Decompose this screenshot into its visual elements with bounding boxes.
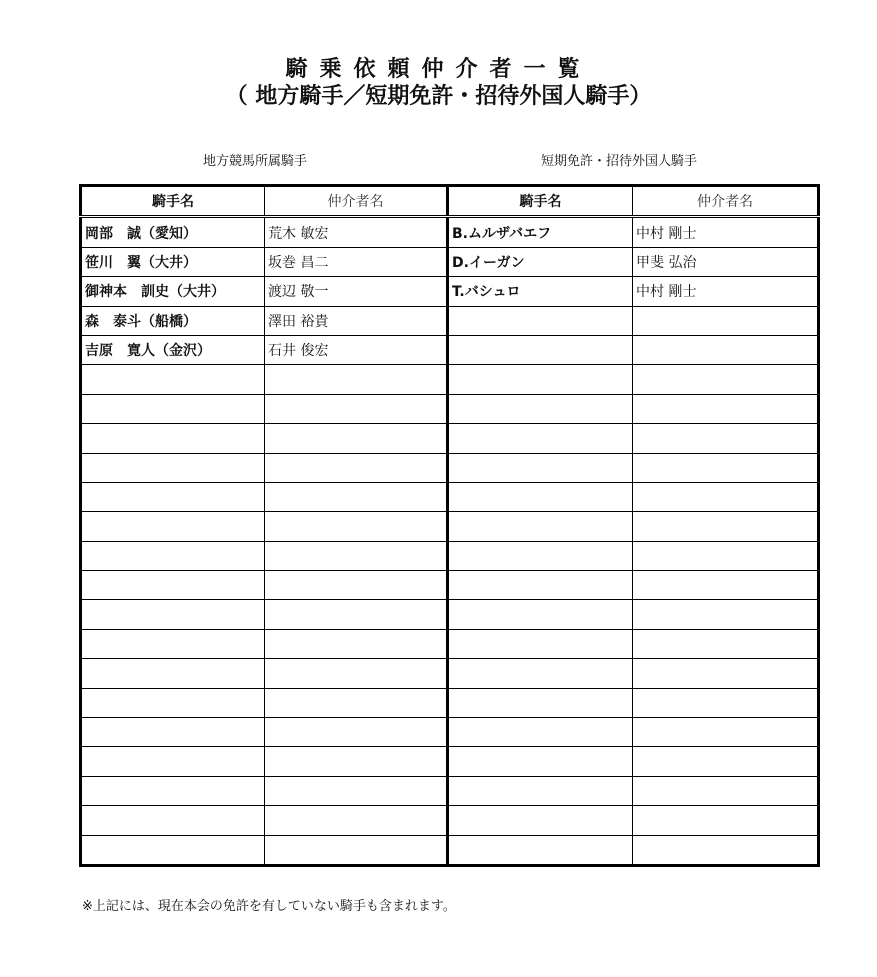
foreign-agent-cell (633, 394, 819, 423)
local-agent-cell: 坂巻 昌二 (265, 247, 448, 276)
foreign-jockey-cell (448, 394, 633, 423)
foreign-jockey-cell (448, 306, 633, 335)
foreign-jockey-cell: D.イーガン (448, 247, 633, 276)
foreign-agent-cell (633, 453, 819, 482)
table-row (81, 571, 819, 600)
local-jockey-cell (81, 659, 265, 688)
table-row (81, 365, 819, 394)
agent-table (79, 184, 820, 867)
table-row (81, 335, 819, 364)
local-jockey-cell (81, 688, 265, 717)
local-agent-cell (265, 600, 448, 629)
table-row (81, 776, 819, 805)
local-agent-cell (265, 776, 448, 805)
local-jockey-cell (81, 394, 265, 423)
local-jockey-cell (81, 806, 265, 835)
foreign-jockey-cell (448, 600, 633, 629)
local-agent-cell: 石井 俊宏 (265, 335, 448, 364)
table-row (81, 747, 819, 776)
local-jockey-cell (81, 776, 265, 805)
foreign-jockey-cell (448, 776, 633, 805)
local-jockey-cell (81, 512, 265, 541)
local-jockey-cell: 岡部 誠（愛知） (81, 217, 265, 247)
local-jockey-cell (81, 365, 265, 394)
foreign-jockey-cell (448, 365, 633, 394)
foreign-jockey-cell (448, 659, 633, 688)
foreign-agent-cell: 甲斐 弘治 (633, 247, 819, 276)
local-agent-cell (265, 747, 448, 776)
foreign-agent-cell (633, 306, 819, 335)
foreign-agent-cell: 中村 剛士 (633, 277, 819, 306)
local-agent-cell (265, 482, 448, 511)
foreign-jockey-cell (448, 629, 633, 658)
local-agent-cell (265, 394, 448, 423)
table-row (81, 688, 819, 717)
foreign-agent-cell (633, 806, 819, 835)
local-jockey-cell (81, 600, 265, 629)
table-row (81, 835, 819, 865)
local-jockey-cell (81, 482, 265, 511)
local-agent-cell (265, 806, 448, 835)
local-jockey-cell (81, 571, 265, 600)
foreign-jockey-cell (448, 335, 633, 364)
local-agent-cell (265, 718, 448, 747)
table-row (81, 453, 819, 482)
local-agent-cell (265, 688, 448, 717)
foreign-jockey-cell (448, 835, 633, 865)
foreign-agent-cell (633, 541, 819, 570)
foreign-jockey-cell (448, 424, 633, 453)
local-jockey-cell: 笹川 翼（大井） (81, 247, 265, 276)
table-row (81, 512, 819, 541)
page-subtitle: （ 地方騎手／短期免許・招待外国人騎手） (225, 84, 652, 109)
foreign-agent-cell (633, 629, 819, 658)
foreign-jockey-cell (448, 747, 633, 776)
foreign-agent-cell (633, 482, 819, 511)
foreign-jockey-cell (448, 571, 633, 600)
table-row (81, 306, 819, 335)
foreign-section-label: 短期免許・招待外国人騎手 (541, 154, 698, 169)
foreign-jockey-cell (448, 482, 633, 511)
foreign-agent-cell (633, 835, 819, 865)
local-section-label: 地方競馬所属騎手 (203, 154, 308, 169)
table-row (81, 718, 819, 747)
foreign-agent-cell (633, 747, 819, 776)
table-row (81, 394, 819, 423)
local-agent-cell: 荒木 敏宏 (265, 217, 448, 247)
table-row (81, 482, 819, 511)
foreign-agent-header: 仲介者名 (633, 186, 819, 217)
foreign-jockey-cell (448, 512, 633, 541)
local-agent-cell (265, 541, 448, 570)
local-agent-cell (265, 571, 448, 600)
foreign-jockey-cell (448, 541, 633, 570)
table-row (81, 629, 819, 658)
footnote: ※上記には、現在本会の免許を有していない騎手も含まれます。 (82, 899, 456, 914)
local-jockey-cell: 御神本 訓史（大井） (81, 277, 265, 306)
table-row (81, 247, 819, 276)
foreign-agent-cell (633, 600, 819, 629)
foreign-agent-cell (633, 571, 819, 600)
foreign-agent-cell (633, 776, 819, 805)
table-row (81, 277, 819, 306)
foreign-jockey-cell: T.バシュロ (448, 277, 633, 306)
foreign-jockey-cell (448, 688, 633, 717)
table-row (81, 600, 819, 629)
table-row (81, 806, 819, 835)
foreign-agent-cell (633, 365, 819, 394)
local-jockey-cell (81, 718, 265, 747)
foreign-agent-cell: 中村 剛士 (633, 217, 819, 247)
local-jockey-cell (81, 629, 265, 658)
foreign-jockey-header: 騎手名 (448, 186, 633, 217)
foreign-agent-cell (633, 659, 819, 688)
local-agent-cell (265, 835, 448, 865)
table-row (81, 659, 819, 688)
local-jockey-cell: 吉原 寛人（金沢） (81, 335, 265, 364)
local-agent-cell (265, 512, 448, 541)
local-jockey-header: 騎手名 (81, 186, 265, 217)
local-agent-cell: 澤田 裕貴 (265, 306, 448, 335)
local-jockey-cell (81, 541, 265, 570)
foreign-agent-cell (633, 688, 819, 717)
page-title: 騎乗依頼仲介者一覧 (285, 57, 592, 82)
foreign-agent-cell (633, 424, 819, 453)
local-jockey-cell (81, 835, 265, 865)
local-agent-cell (265, 365, 448, 394)
foreign-agent-cell (633, 512, 819, 541)
foreign-jockey-cell: B.ムルザバエフ (448, 217, 633, 247)
foreign-jockey-cell (448, 453, 633, 482)
local-jockey-cell (81, 453, 265, 482)
local-agent-header: 仲介者名 (265, 186, 448, 217)
foreign-agent-cell (633, 718, 819, 747)
local-agent-cell (265, 424, 448, 453)
local-jockey-cell (81, 424, 265, 453)
foreign-jockey-cell (448, 806, 633, 835)
local-agent-cell (265, 453, 448, 482)
local-agent-cell: 渡辺 敬一 (265, 277, 448, 306)
local-jockey-cell (81, 747, 265, 776)
foreign-jockey-cell (448, 718, 633, 747)
local-jockey-cell: 森 泰斗（船橋） (81, 306, 265, 335)
local-agent-cell (265, 659, 448, 688)
table-row (81, 541, 819, 570)
foreign-agent-cell (633, 335, 819, 364)
local-agent-cell (265, 629, 448, 658)
table-row (81, 424, 819, 453)
table-row (81, 217, 819, 247)
